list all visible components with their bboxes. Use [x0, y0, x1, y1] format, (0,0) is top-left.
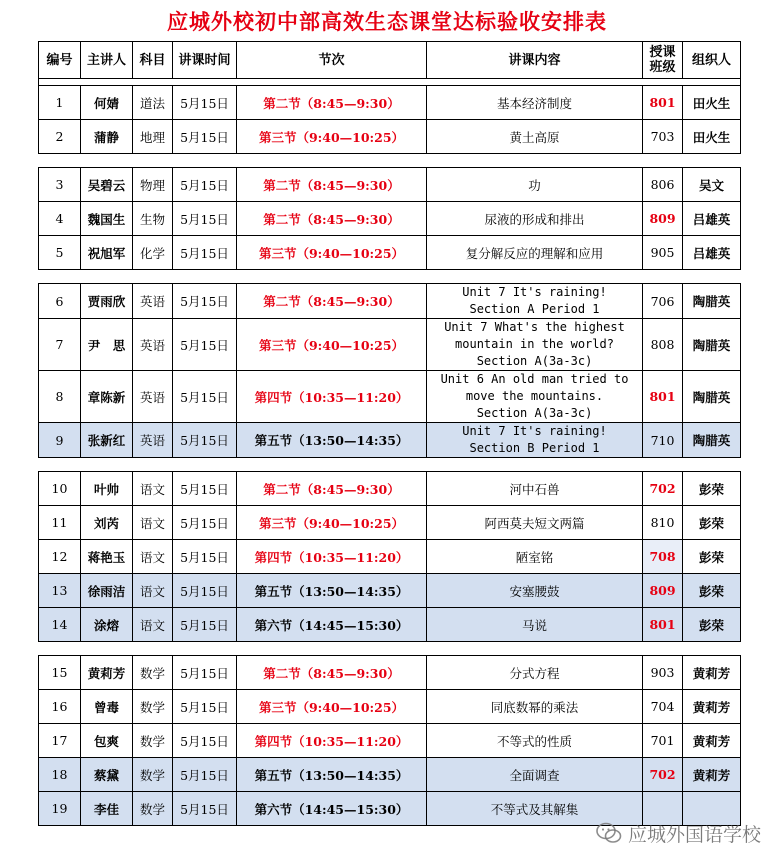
cell-content — [427, 423, 643, 458]
cell-period: 第五节（13:50—14:35） — [237, 574, 427, 608]
cell-speaker: 章陈新 — [81, 371, 133, 423]
table-row — [39, 472, 741, 506]
cell-organizer: 彭荣 — [683, 472, 741, 506]
cell-class: 801 — [643, 608, 683, 642]
cell-class: 809 — [643, 574, 683, 608]
cell-class: 702 — [643, 472, 683, 506]
spacer-row — [39, 154, 741, 168]
header-class — [643, 42, 683, 79]
table-row — [39, 540, 741, 574]
cell-no: 2 — [39, 120, 81, 154]
cell-no: 6 — [39, 284, 81, 319]
cell-organizer: 黄莉芳 — [683, 758, 741, 792]
cell-no: 12 — [39, 540, 81, 574]
table-row — [39, 724, 741, 758]
cell-period: 第四节（10:35—11:20） — [237, 540, 427, 574]
cell-no: 3 — [39, 168, 81, 202]
cell-class: 905 — [643, 236, 683, 270]
schedule-table — [38, 41, 741, 826]
cell-no: 5 — [39, 236, 81, 270]
cell-content: 河中石兽 — [427, 472, 643, 506]
header-row — [39, 42, 741, 79]
content-line: Section A Period 1 — [469, 302, 600, 316]
cell-no: 16 — [39, 690, 81, 724]
cell-subject: 英语 — [133, 371, 173, 423]
content-line: mountain in the world? — [455, 337, 614, 351]
cell-organizer: 黄莉芳 — [683, 724, 741, 758]
cell-no: 18 — [39, 758, 81, 792]
cell-no: 7 — [39, 319, 81, 371]
cell-period: 第三节（9:40—10:25） — [237, 506, 427, 540]
cell-subject: 英语 — [133, 284, 173, 319]
cell-subject: 物理 — [133, 168, 173, 202]
cell-date: 5月15日 — [173, 371, 237, 423]
cell-content: 阿西莫夫短文两篇 — [427, 506, 643, 540]
cell-organizer: 陶腊英 — [683, 423, 741, 458]
header-content: 讲课内容 — [427, 42, 643, 79]
cell-subject: 道法 — [133, 86, 173, 120]
cell-speaker: 刘芮 — [81, 506, 133, 540]
cell-speaker: 涂熔 — [81, 608, 133, 642]
cell-subject: 地理 — [133, 120, 173, 154]
cell-period: 第三节（9:40—10:25） — [237, 690, 427, 724]
table-row — [39, 319, 741, 371]
cell-speaker: 蔡黛 — [81, 758, 133, 792]
cell-subject: 语文 — [133, 574, 173, 608]
cell-date: 5月15日 — [173, 120, 237, 154]
table-row — [39, 690, 741, 724]
cell-period: 第三节（9:40—10:25） — [237, 120, 427, 154]
cell-no: 19 — [39, 792, 81, 826]
content-line: Unit 7 It's raining! — [462, 285, 607, 299]
cell-period: 第六节（14:45—15:30） — [237, 608, 427, 642]
cell-content: 全面调查 — [427, 758, 643, 792]
cell-content: 陋室铭 — [427, 540, 643, 574]
cell-date: 5月15日 — [173, 758, 237, 792]
cell-class: 801 — [643, 86, 683, 120]
cell-date: 5月15日 — [173, 86, 237, 120]
cell-speaker: 尹 思 — [81, 319, 133, 371]
header-speaker: 主讲人 — [81, 42, 133, 79]
cell-subject: 数学 — [133, 724, 173, 758]
table-row — [39, 656, 741, 690]
cell-organizer: 吴文 — [683, 168, 741, 202]
cell-subject: 语文 — [133, 608, 173, 642]
cell-speaker: 何婧 — [81, 86, 133, 120]
cell-subject: 语文 — [133, 506, 173, 540]
cell-class: 808 — [643, 319, 683, 371]
cell-class: 809 — [643, 202, 683, 236]
cell-date: 5月15日 — [173, 236, 237, 270]
content-line: Unit 7 What's the highest — [444, 320, 625, 334]
cell-organizer: 黄莉芳 — [683, 656, 741, 690]
cell-speaker: 张新红 — [81, 423, 133, 458]
cell-subject: 语文 — [133, 472, 173, 506]
table-row — [39, 506, 741, 540]
cell-date: 5月15日 — [173, 202, 237, 236]
cell-class: 806 — [643, 168, 683, 202]
cell-date: 5月15日 — [173, 423, 237, 458]
cell-organizer: 吕雄英 — [683, 202, 741, 236]
cell-class: 706 — [643, 284, 683, 319]
cell-content: 马说 — [427, 608, 643, 642]
cell-period: 第二节（8:45—9:30） — [237, 656, 427, 690]
table-row — [39, 120, 741, 154]
cell-organizer: 陶腊英 — [683, 371, 741, 423]
cell-period: 第五节（13:50—14:35） — [237, 423, 427, 458]
cell-speaker: 吴碧云 — [81, 168, 133, 202]
cell-organizer: 田火生 — [683, 120, 741, 154]
cell-content: 黄土高原 — [427, 120, 643, 154]
cell-date: 5月15日 — [173, 472, 237, 506]
cell-organizer: 黄莉芳 — [683, 690, 741, 724]
cell-date: 5月15日 — [173, 284, 237, 319]
table-row — [39, 86, 741, 120]
cell-no: 8 — [39, 371, 81, 423]
header-class-line1: 授课 — [649, 45, 676, 60]
cell-speaker: 叶帅 — [81, 472, 133, 506]
table-row — [39, 371, 741, 423]
cell-organizer: 吕雄英 — [683, 236, 741, 270]
table-row — [39, 168, 741, 202]
cell-no: 14 — [39, 608, 81, 642]
cell-class: 810 — [643, 506, 683, 540]
wechat-icon — [596, 822, 622, 844]
table-row — [39, 202, 741, 236]
cell-period: 第二节（8:45—9:30） — [237, 86, 427, 120]
cell-no: 4 — [39, 202, 81, 236]
cell-subject: 数学 — [133, 656, 173, 690]
cell-date: 5月15日 — [173, 540, 237, 574]
cell-date: 5月15日 — [173, 506, 237, 540]
cell-subject: 数学 — [133, 690, 173, 724]
cell-class: 704 — [643, 690, 683, 724]
cell-no: 1 — [39, 86, 81, 120]
cell-date: 5月15日 — [173, 690, 237, 724]
cell-period: 第六节（14:45—15:30） — [237, 792, 427, 826]
cell-content: 不等式的性质 — [427, 724, 643, 758]
cell-no: 13 — [39, 574, 81, 608]
cell-speaker: 祝旭军 — [81, 236, 133, 270]
cell-period: 第三节（9:40—10:25） — [237, 236, 427, 270]
cell-subject: 化学 — [133, 236, 173, 270]
cell-subject: 英语 — [133, 319, 173, 371]
cell-period: 第二节（8:45—9:30） — [237, 168, 427, 202]
cell-content: 尿液的形成和排出 — [427, 202, 643, 236]
cell-class: 710 — [643, 423, 683, 458]
header-no: 编号 — [39, 42, 81, 79]
cell-content — [427, 371, 643, 423]
cell-no: 15 — [39, 656, 81, 690]
cell-period: 第二节（8:45—9:30） — [237, 472, 427, 506]
cell-no: 9 — [39, 423, 81, 458]
cell-date: 5月15日 — [173, 656, 237, 690]
cell-content: 复分解反应的理解和应用 — [427, 236, 643, 270]
watermark-text: 应城外国语学校 — [628, 823, 762, 846]
header-subject: 科目 — [133, 42, 173, 79]
cell-speaker: 贾雨欣 — [81, 284, 133, 319]
cell-content — [427, 319, 643, 371]
content-line: Unit 6 An old man tried to — [440, 372, 629, 386]
cell-class: 708 — [643, 540, 683, 574]
cell-period: 第五节（13:50—14:35） — [237, 758, 427, 792]
header-organizer: 组织人 — [683, 42, 741, 79]
cell-subject: 英语 — [133, 423, 173, 458]
cell-subject: 生物 — [133, 202, 173, 236]
cell-organizer: 陶腊英 — [683, 319, 741, 371]
cell-speaker: 包爽 — [81, 724, 133, 758]
cell-period: 第三节（9:40—10:25） — [237, 319, 427, 371]
header-period: 节次 — [237, 42, 427, 79]
cell-date: 5月15日 — [173, 792, 237, 826]
cell-organizer: 田火生 — [683, 86, 741, 120]
cell-speaker: 魏国生 — [81, 202, 133, 236]
cell-speaker: 黄莉芳 — [81, 656, 133, 690]
cell-content: 功 — [427, 168, 643, 202]
cell-period: 第二节（8:45—9:30） — [237, 202, 427, 236]
cell-speaker: 李佳 — [81, 792, 133, 826]
cell-class: 801 — [643, 371, 683, 423]
content-line: Section A(3a-3c) — [476, 354, 593, 368]
cell-no: 10 — [39, 472, 81, 506]
cell-class: 903 — [643, 656, 683, 690]
spacer-row — [39, 270, 741, 284]
table-row — [39, 284, 741, 319]
cell-speaker: 徐雨洁 — [81, 574, 133, 608]
content-line: Unit 7 It's raining! — [462, 424, 607, 438]
cell-date: 5月15日 — [173, 608, 237, 642]
header-class-line2: 班级 — [649, 60, 676, 75]
cell-content: 安塞腰鼓 — [427, 574, 643, 608]
cell-content: 分式方程 — [427, 656, 643, 690]
cell-subject: 数学 — [133, 758, 173, 792]
page-title: 应城外校初中部高效生态课堂达标验收安排表 — [167, 10, 607, 34]
cell-content: 不等式及其解集 — [427, 792, 643, 826]
cell-class: 702 — [643, 758, 683, 792]
spacer-row — [39, 458, 741, 472]
content-line: Section A(3a-3c) — [476, 406, 593, 420]
cell-organizer: 彭荣 — [683, 574, 741, 608]
watermark — [596, 818, 774, 848]
cell-date: 5月15日 — [173, 574, 237, 608]
cell-date: 5月15日 — [173, 724, 237, 758]
cell-subject: 语文 — [133, 540, 173, 574]
cell-speaker: 蒋艳玉 — [81, 540, 133, 574]
table-row — [39, 423, 741, 458]
spacer-row — [39, 79, 741, 86]
cell-date: 5月15日 — [173, 319, 237, 371]
cell-class: 703 — [643, 120, 683, 154]
cell-content: 基本经济制度 — [427, 86, 643, 120]
header-date: 讲课时间 — [173, 42, 237, 79]
table-row — [39, 574, 741, 608]
spacer-row — [39, 642, 741, 656]
cell-subject: 数学 — [133, 792, 173, 826]
cell-period: 第二节（8:45—9:30） — [237, 284, 427, 319]
cell-class: 701 — [643, 724, 683, 758]
table-row — [39, 236, 741, 270]
cell-no: 17 — [39, 724, 81, 758]
cell-organizer: 彭荣 — [683, 608, 741, 642]
cell-organizer: 彭荣 — [683, 540, 741, 574]
cell-content — [427, 284, 643, 319]
content-line: Section B Period 1 — [469, 441, 600, 455]
cell-period: 第四节（10:35—11:20） — [237, 724, 427, 758]
cell-no: 11 — [39, 506, 81, 540]
table-row — [39, 758, 741, 792]
content-line: move the mountains. — [465, 389, 604, 403]
cell-period: 第四节（10:35—11:20） — [237, 371, 427, 423]
table-row — [39, 608, 741, 642]
cell-content: 同底数幂的乘法 — [427, 690, 643, 724]
cell-speaker: 曾毒 — [81, 690, 133, 724]
cell-organizer: 彭荣 — [683, 506, 741, 540]
cell-organizer: 陶腊英 — [683, 284, 741, 319]
cell-speaker: 蒲静 — [81, 120, 133, 154]
cell-date: 5月15日 — [173, 168, 237, 202]
